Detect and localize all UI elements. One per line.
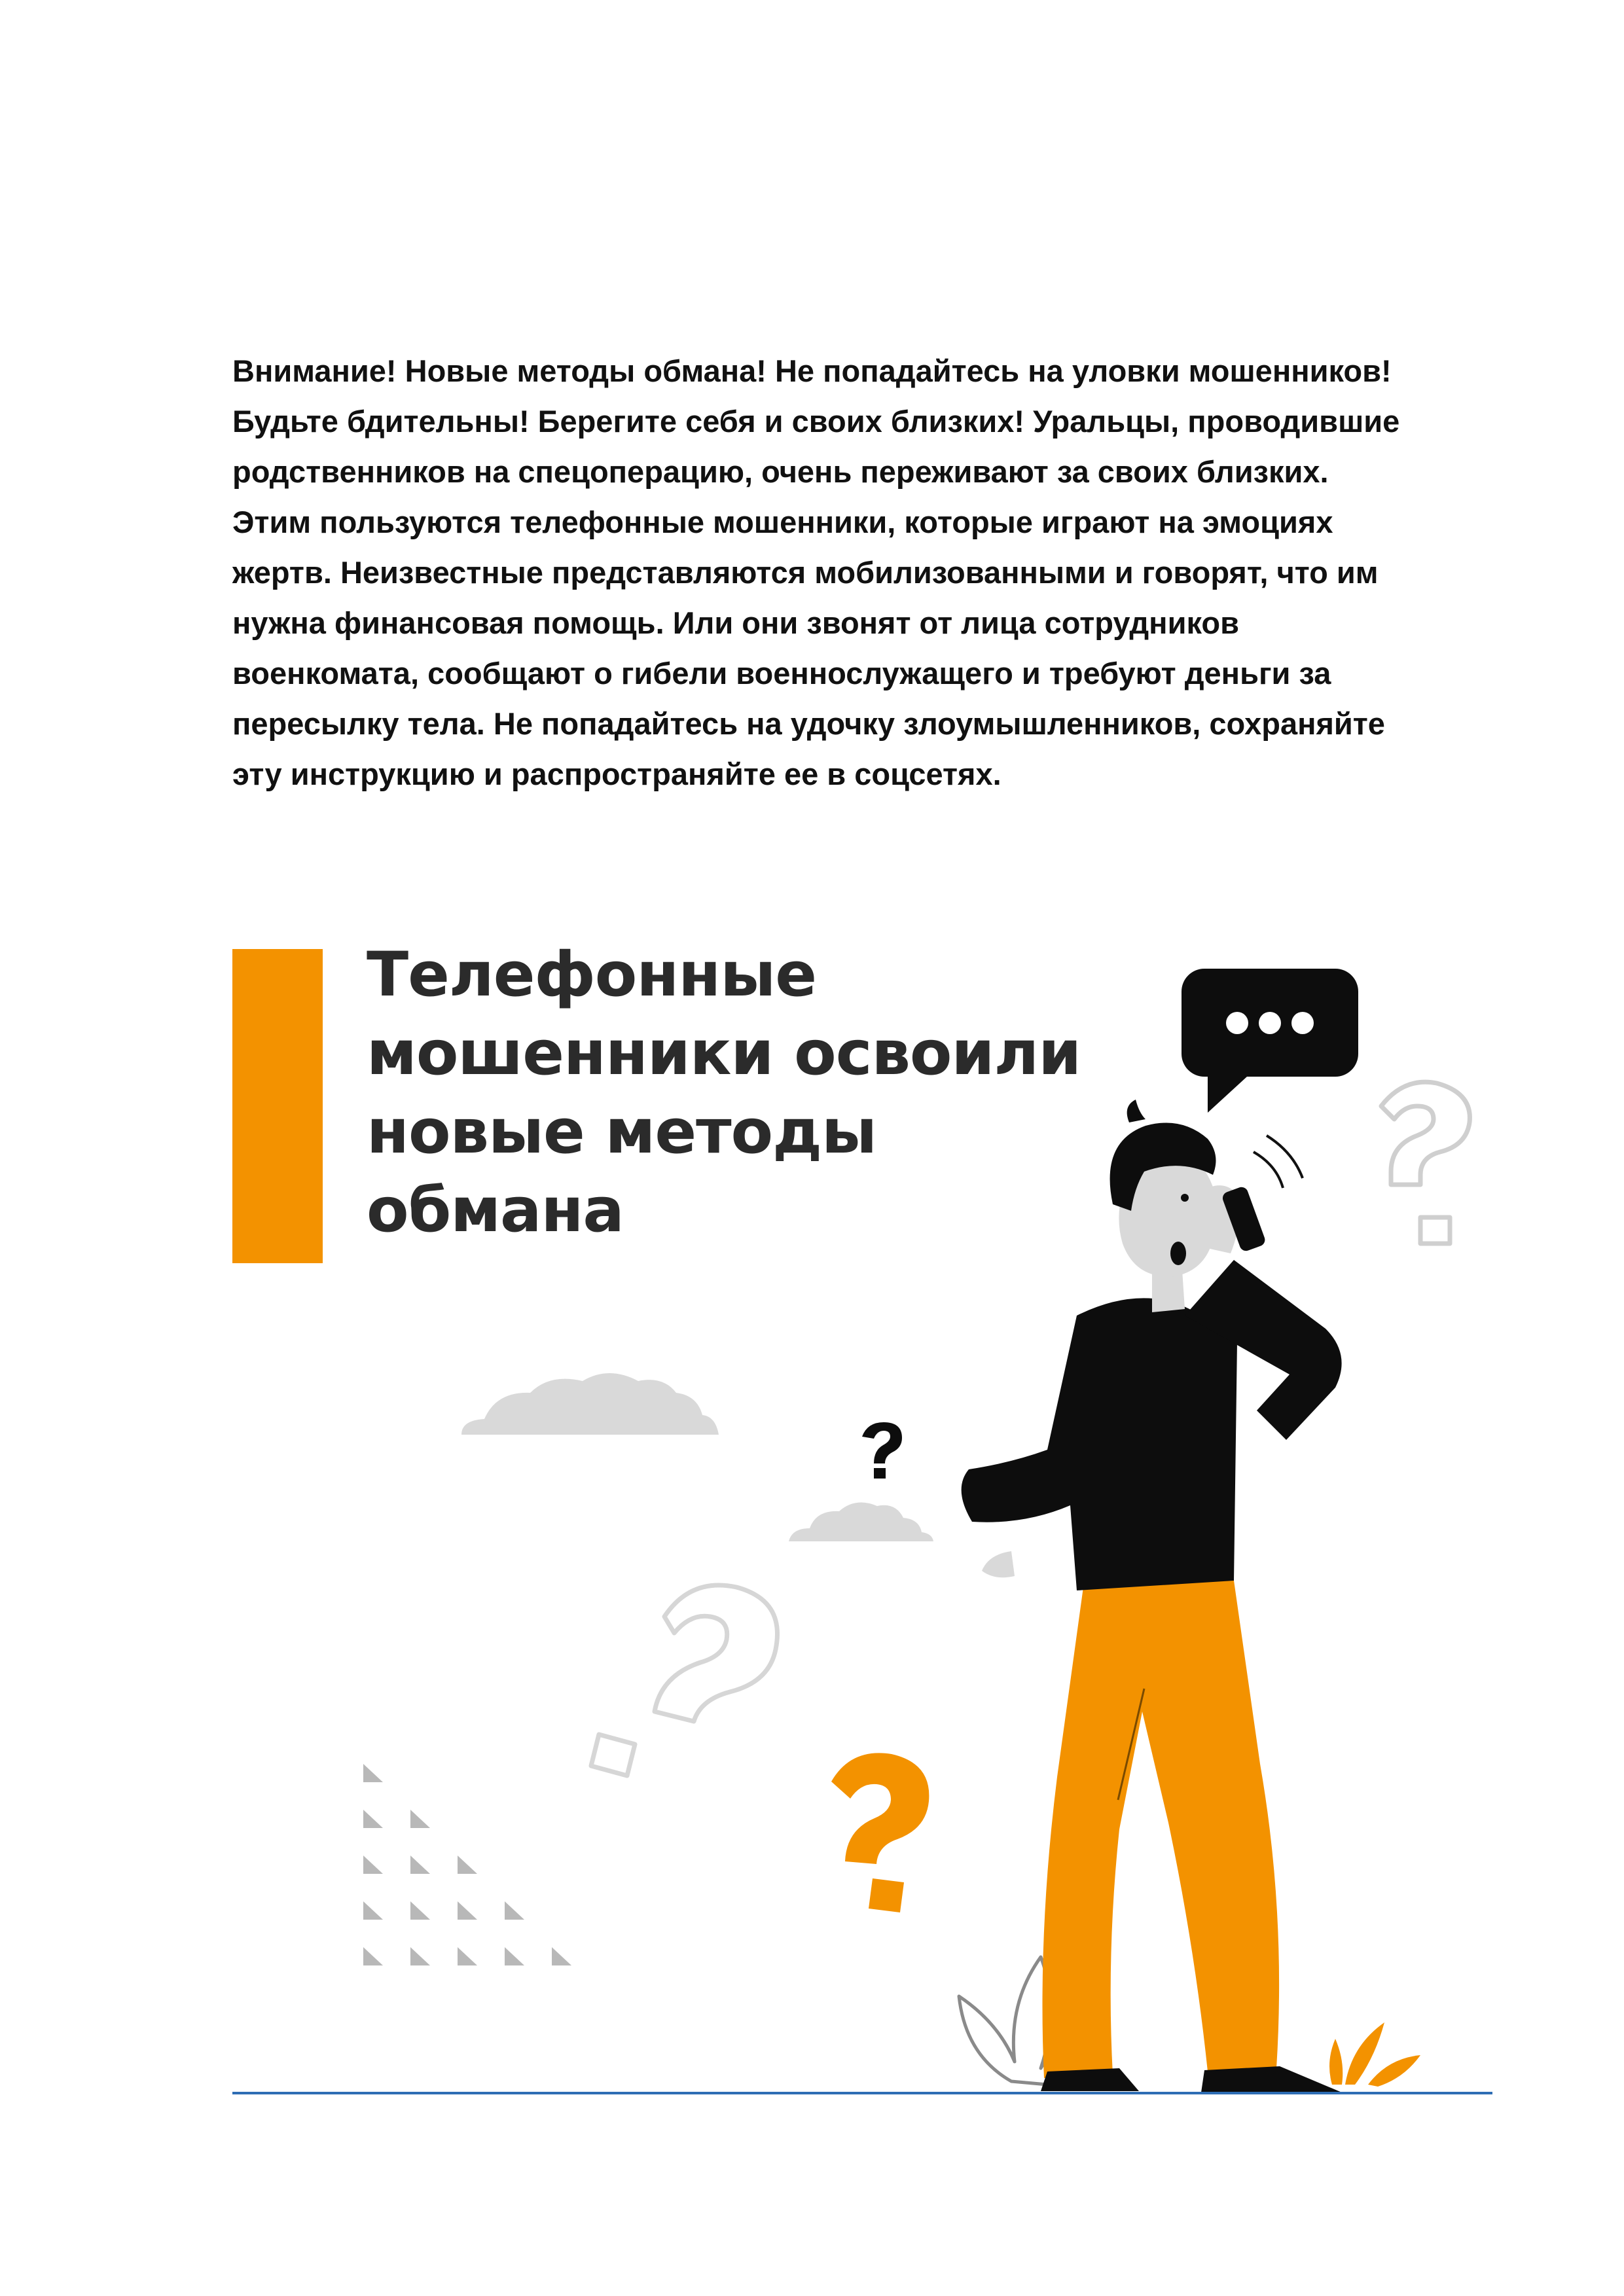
question-mark-icon [591, 1585, 778, 1776]
speech-bubble-icon [1182, 969, 1358, 1113]
page-divider [232, 2092, 1492, 2094]
headline-line: мошенники освоили [367, 1018, 1081, 1089]
headline-line: Телефонные [367, 939, 816, 1011]
article-line: Будьте бдительны! Берегите себя и своих близких! Уральцы, проводившие [232, 404, 1400, 439]
article-line: пересылку тела. Не попадайтесь на удочку злоумышленников, сохраняйте [232, 706, 1385, 741]
article-text [232, 346, 1535, 799]
headline-line: новые методы [367, 1096, 877, 1168]
article-line: военкомата, сообщают о гибели военнослужащего и требуют деньги за [232, 656, 1331, 691]
cloud-icon [789, 1503, 933, 1541]
article-line: родственников на спецоперацию, очень переживают за своих близких. [232, 454, 1329, 489]
worried-man-illustration [232, 897, 1492, 2094]
fraud-warning-poster [232, 897, 1492, 2094]
article-line: эту инструкцию и распространяйте ее в соцсетях. [232, 757, 1001, 791]
article-line: Этим пользуются телефонные мошенники, которые играют на эмоциях [232, 505, 1333, 539]
article-line: жертв. Неизвестные представляются мобилизованными и говорят, что им [232, 555, 1379, 590]
question-mark-icon [1381, 1082, 1470, 1244]
headline-line: обмана [367, 1175, 624, 1246]
triangle-pattern [363, 1764, 571, 1965]
plant-icon [1329, 2022, 1420, 2087]
article-line: нужна финансовая помощь. Или они звонят от лица сотрудников [232, 605, 1239, 640]
worried-man [962, 1100, 1342, 2092]
article-line: Внимание! Новые методы обмана! Не попадайтесь на уловки мошенников! [232, 353, 1392, 388]
question-mark-icon [831, 1753, 929, 1912]
question-mark-icon [862, 1422, 902, 1479]
cloud-icon [461, 1373, 719, 1435]
